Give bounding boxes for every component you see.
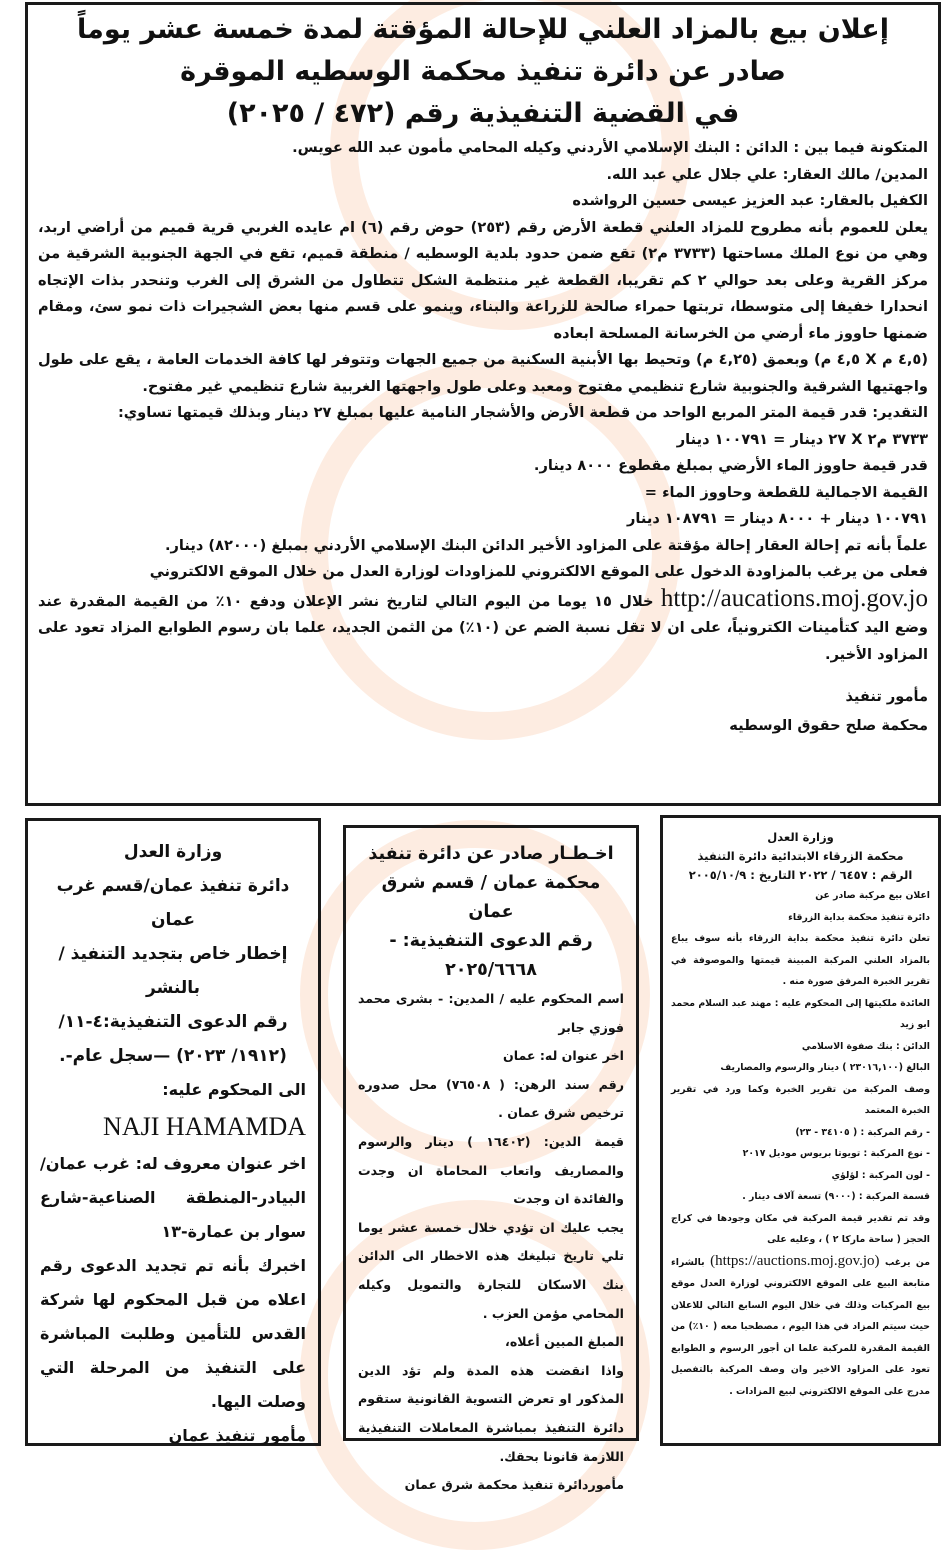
paragraph: ١٠٠٧٩١ دينار + ٨٠٠٠ دينار = ١٠٨٧٩١ دينار	[627, 510, 928, 527]
ministry-title: وزارة العدل	[123, 842, 223, 862]
paragraph: - لون المركبة : لؤلؤي	[831, 1169, 930, 1181]
paragraph: اخر عنوان معروف له: غرب عمان/ البيادر-المنطقة الصناعية-شارع سوار بن عمارة-١٣	[40, 1154, 306, 1241]
paragraph: البالغ (٢٣٠١٦,١٠٠ ) دينار والرسوم والمصاريف	[720, 1062, 930, 1073]
paragraph: التقدير: قدر قيمة المتر المربع الواحد من قطعة الأرض والأشجار النامية عليها بمبلغ ٢٧ دينار وبذلك قيمتها تساوي:	[117, 404, 928, 421]
notice-body	[38, 135, 928, 586]
notice-title: إخطار خاص بتجديد التنفيذ / بالنشر	[58, 944, 288, 998]
paragraph: المبلغ المبين أعلاه،	[505, 1334, 624, 1350]
paragraph: (٤,٥ م X ٤,٥ م) وبعمق (٤,٢٥ م) وتحيط بها الأبنية السكنية من جميع الجهات وتتوفر لها كافة الخدمات العامة ، يقع على طول واجهتيها الشرقية والجنوبية شارع تنظيمي مفتوح ومعبد وعلى طول واجهتها الغربية شارع تنظيمي غير مفتوح.	[38, 351, 928, 395]
case-number-title: رقم الدعوى التنفيذية: - ٢٠٢٥/٦٦٦٨	[389, 931, 593, 980]
notice-subtitle: صادر عن دائرة تنفيذ محكمة الوسطيه الموقرة	[180, 56, 786, 87]
paragraph: المدين/ مالك العقار: علي جلال علي عبد الله.	[606, 165, 928, 183]
paragraph: رقم سند الرهن: ( ٧٦٥٠٨) محل صدوره ترخيص شرق عمان .	[358, 1076, 624, 1121]
notice-title: إعلان بيع بالمزاد العلني للإحالة المؤقتة لمدة خمسة عشر يوماً	[77, 14, 889, 45]
paragraph: الدائن : بنك صفوة الاسلامي	[801, 1040, 930, 1052]
paragraph: قسمة المركبة : (٩٠٠٠) تسعة آلاف دينار .	[742, 1191, 930, 1202]
case-number-title: في القضية التنفيذية رقم (٤٧٢ / ٢٠٢٥)	[226, 98, 740, 129]
paragraph: واذا انقضت هذه المدة ولم تؤد الدين المذكور او تعرض التسوية القانونية ستقوم دائرة التنفيذ بمباشرة المعاملات التنفيذية اللازمة قانونا بحقك.	[358, 1362, 624, 1464]
paragraph: فعلى من يرغب بالمزاودة الدخول على الموقع الالكتروني للمزاودات لوزارة العدل من خلال الموقع الالكتروني	[149, 563, 928, 580]
signature-block	[38, 682, 928, 740]
execution-renewal-notice	[25, 818, 321, 1446]
auction-url-link[interactable]: (https://auctions.moj.gov.jo)	[710, 1252, 880, 1269]
paragraph: وقد تم تقدير قيمة المركبة في مكان وجودها في كراج الحجز ( ساحة ماركا ٢ ) ، وعليه على	[671, 1212, 930, 1245]
ministry-title: وزارة العدل	[767, 830, 834, 844]
paragraph: مأمور تنفيذ	[845, 688, 928, 705]
url-paragraph	[671, 1251, 930, 1403]
department-title: دائرة تنفيذ عمان/قسم غرب عمان	[56, 876, 290, 930]
notice-title: اخـطـار صادر عن دائرة تنفيذ محكمة عمان / قسم شرق عمان	[368, 844, 614, 922]
paragraph: اسم المحكوم عليه / المدين: - بشرى محمد فوزي جابر	[358, 991, 624, 1035]
paragraph: المتكونة فيما بين : الدائن : البنك الإسلامي الأردني وكيله المحامي مأمون عبد الله عويس.	[292, 139, 928, 156]
paragraph: - رقم المركبة : ( ٣٤١٠٥ - ٢٣)	[795, 1126, 930, 1138]
paragraph: دائرة تنفيذ محكمة بداية الزرقاء	[788, 911, 930, 923]
url-paragraph	[38, 586, 928, 669]
paragraph: يعلن للعموم بأنه مطروح للمزاد العلني قطعة الأرض رقم (٢٥٣) حوض رقم (٦) ام عايده الغربي قرية قميم من أراضي اربد، وهي من نوع الملك مساحتها (٣٧٣٣ م٢) تقع ضمن حدود بلدية الوسطيه / منطقة قميم، تقع في الجهة الجنوبية الشرقية من مركز القرية وعلى بعد حوالي ٢ كم تقريبا، القطعة غير منتظمة الشكل تتطاول من الشرق إلى الغرب وتنحدر بذات الإتجاه انحدارا خفيفا إلى متوسطا، تربتها حمراء صالحة للزراعة والبناء، وينمو على قسم منها بعض الشجيرات ذات نمو سئ، ومقام ضمنها حاووز ماء أرضي من الخرسانة المسلحة ابعاده	[38, 218, 929, 342]
paragraph: اخر عنوان له: عمان	[502, 1048, 624, 1064]
paragraph: اعلان بيع مركبة صادر عن	[815, 890, 930, 901]
vehicle-auction-notice	[660, 815, 941, 1446]
paragraph: علماً بأنه تم إحالة العقار إحالة مؤقتة على المزاود الأخير الدائن البنك الإسلامي الأردني بمبلغ (٨٢٠٠٠) دينار.	[164, 536, 928, 554]
url-prefix-text: من يرغب	[879, 1256, 930, 1268]
paragraph: الكفيل بالعقار: عبد العزيز عيسى حسين الرواشده	[572, 192, 928, 209]
paragraph: تعلن دائرة تنفيذ محكمة بداية الزرقاء بأنه سوف يباع بالمزاد العلني المركبة المبينة قيمتها والموصوفة في تقرير الخبرة المرفق صورة منه .	[671, 933, 930, 987]
defendant-name: NAJI HAMAMDA	[103, 1112, 306, 1141]
url-paragraph-text: خلال ١٥ يوما من اليوم التالي لتاريخ نشر الإعلان ودفع ١٠٪ من القيمة المقدرة عند وضع اليد كتأمينات الكترونياً، على ان لا تقل نسبة الضم عن (١٠٪) من الثمن الجديد، علما بان رسوم الطوابع المزاد تعود على المزاود الأخير.	[38, 592, 928, 663]
paragraph: وصف المركبة من تقرير الخبرة وكما ورد في تقرير الخبرة المعتمد	[671, 1083, 930, 1116]
paragraph: محكمة صلح حقوق الوسطيه	[729, 717, 928, 734]
paragraph: - نوع المركبة : تويوتا بريوس موديل ٢٠١٧	[742, 1148, 930, 1159]
property-auction-notice	[25, 2, 941, 806]
notice-body	[358, 985, 624, 1500]
case-number-title: رقم الدعوى التنفيذية:٤-١١/ (١٩١٢/ ٢٠٢٣) —سجل عام-.	[58, 1012, 288, 1066]
paragraph: القيمة الاجمالية للقطعة وحاووز الماء =	[644, 483, 928, 501]
paragraph: قيمة الدين: (١٦٤٠٢ ) دينار والرسوم والمصاريف واتعاب المحاماة ان وجدت والفائدة ان وجدت	[358, 1133, 624, 1207]
paragraph: ٣٧٣٣ م٢ X ٢٧ دينار = ١٠٠٧٩١ دينار	[676, 430, 928, 448]
court-title: محكمة الزرقاء الابتدائية دائرة التنفيذ	[697, 849, 904, 863]
paragraph: قدر قيمة حاووز الماء الأرضي بمبلغ مقطوع ٨٠٠٠ دينار.	[533, 457, 928, 474]
paragraph: مأموردائرة تنفيذ محكمة شرق عمان	[404, 1477, 624, 1493]
notice-body	[40, 1147, 306, 1453]
paragraph: مأمور تنفيذ عمان	[168, 1426, 306, 1445]
to-label: الى المحكوم عليه:	[162, 1080, 306, 1099]
reference-number: الرقم : ٦٤٥٧ / ٢٠٢٢ التاريخ : ٢٠٠٥/١٠/٩	[688, 868, 913, 882]
auction-url-link[interactable]: http://aucations.moj.gov.jo	[660, 584, 928, 612]
url-paragraph-text: بالشراء متابعة البيع على الموقع الالكتروني لوزارة العدل موقع بيع المركبات وذلك في خلال اليوم السابع التالي للاعلان حيث سيتم المزاد في هذا اليوم ، مصطحبا معه ( ١٠٪) من القيمة المقدرة للمركبة علما ان أجور الرسوم و الطوابع تعود على المزاود الاخير وان وصف المركبة بالتفصيل مدرج على الموقع الالكتروني لبيع المزادات .	[671, 1256, 930, 1397]
debt-notification-notice	[343, 825, 639, 1493]
paragraph: يجب عليك ان تؤدي خلال خمسة عشر يوما تلي تاريخ تبليغك هذه الاخطار الى الدائن بنك الاسكان للتجارة والتمويل وكيله المحامي مؤمن العزب .	[358, 1219, 624, 1321]
paragraph: العائدة ملكيتها إلى المحكوم عليه : مهند عبد السلام محمد ابو زيد	[671, 997, 930, 1030]
paragraph: اخبرك بأنه تم تجديد الدعوى رقم اعلاه من قبل المحكوم لها شركة القدس للتأمين وطلبت المباشرة على التنفيذ من المرحلة التي وصلت اليها.	[40, 1256, 306, 1411]
notice-body	[671, 885, 930, 1251]
